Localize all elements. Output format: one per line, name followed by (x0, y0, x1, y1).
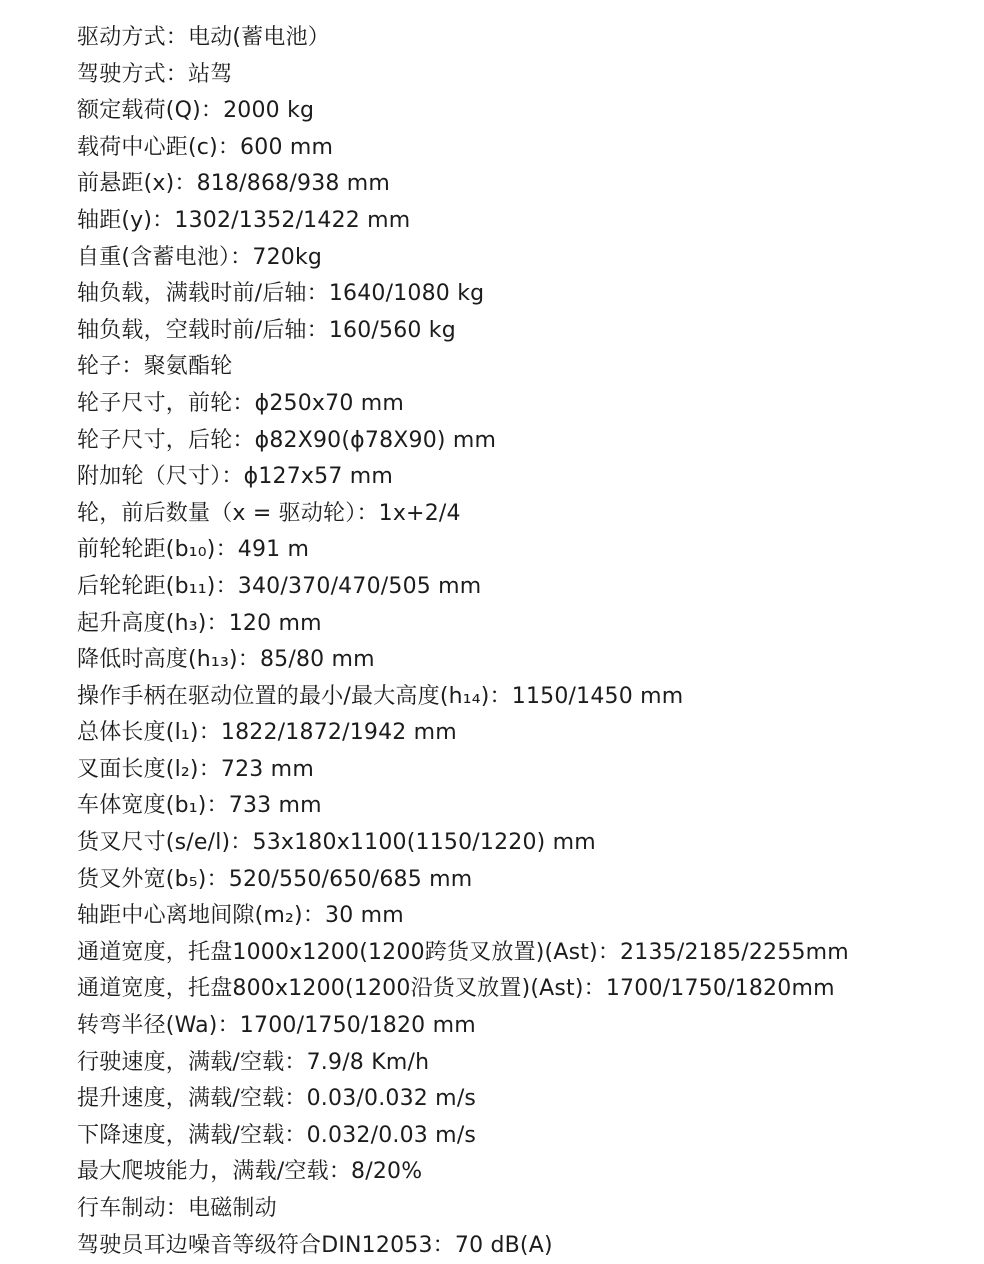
spec-rear-track: 后轮轮距(b₁₁)：340/370/470/505 mm (77, 573, 482, 599)
spec-front-wheel-size: 轮子尺寸，前轮：ϕ250x70 mm (77, 390, 404, 416)
spec-driving-mode: 驾驶方式：站驾 (77, 61, 233, 87)
spec-travel-speed: 行驶速度，满载/空载：7.9/8 Km/h (77, 1049, 430, 1075)
spec-load-center: 载荷中心距(c)：600 mm (77, 134, 334, 160)
spec-fork-face-length: 叉面长度(l₂)：723 mm (77, 756, 314, 782)
spec-front-track: 前轮轮距(b₁₀)：491 m (77, 537, 310, 563)
spec-aisle-width-1000x1200: 通道宽度，托盘1000x1200(1200跨货叉放置)(Ast)：2135/2185/2255mm (77, 939, 849, 965)
spec-lowering-speed: 下降速度，满载/空载：0.032/0.03 m/s (77, 1122, 477, 1148)
spec-overall-length: 总体长度(l₁)：1822/1872/1942 mm (77, 720, 457, 746)
spec-noise-level: 驾驶员耳边噪音等级符合DIN12053：70 dB(A) (77, 1232, 553, 1258)
spec-axle-load-unladen: 轴负载，空载时前/后轴：160/560 kg (77, 317, 456, 343)
spec-lift-height: 起升高度(h₃)：120 mm (77, 610, 322, 636)
spec-max-gradeability: 最大爬坡能力，满载/空载：8/20% (77, 1159, 423, 1185)
spec-aux-wheel-size: 附加轮（尺寸）：ϕ127x57 mm (77, 464, 393, 490)
spec-body-width: 车体宽度(b₁)：733 mm (77, 793, 322, 819)
spec-rated-load: 额定载荷(Q)：2000 kg (77, 98, 315, 124)
spec-turning-radius: 转弯半径(Wa)：1700/1750/1820 mm (77, 1013, 476, 1039)
spec-fork-outer-width: 货叉外宽(b₅)：520/550/650/685 mm (77, 866, 473, 892)
spec-handle-height: 操作手柄在驱动位置的最小/最大高度(h₁₄)：1150/1450 mm (77, 683, 684, 709)
spec-fork-dimensions: 货叉尺寸(s/e/l)：53x180x1100(1150/1220) mm (77, 830, 596, 856)
spec-list (77, 20, 849, 1264)
spec-front-overhang: 前悬距(x)：818/868/938 mm (77, 171, 391, 197)
spec-rear-wheel-size: 轮子尺寸，后轮：ϕ82X90(ϕ78X90) mm (77, 427, 497, 453)
spec-wheel-type: 轮子：聚氨酯轮 (77, 354, 233, 380)
spec-wheel-count: 轮，前后数量（x = 驱动轮）：1x+2/4 (77, 500, 461, 526)
spec-self-weight: 自重(含蓄电池）：720kg (77, 244, 323, 270)
spec-ground-clearance: 轴距中心离地间隙(m₂)：30 mm (77, 903, 404, 929)
spec-aisle-width-800x1200: 通道宽度，托盘800x1200(1200沿货叉放置)(Ast)：1700/1750/1820mm (77, 976, 835, 1002)
spec-wheelbase: 轴距(y)：1302/1352/1422 mm (77, 207, 411, 233)
spec-service-brake: 行车制动：电磁制动 (77, 1196, 277, 1221)
spec-lowered-height: 降低时高度(h₁₃)：85/80 mm (77, 647, 375, 673)
spec-lift-speed: 提升速度，满载/空载：0.03/0.032 m/s (77, 1086, 477, 1112)
spec-drive-mode: 驱动方式：电动(蓄电池） (77, 25, 330, 50)
spec-axle-load-laden: 轴负载，满载时前/后轴：1640/1080 kg (77, 281, 485, 307)
